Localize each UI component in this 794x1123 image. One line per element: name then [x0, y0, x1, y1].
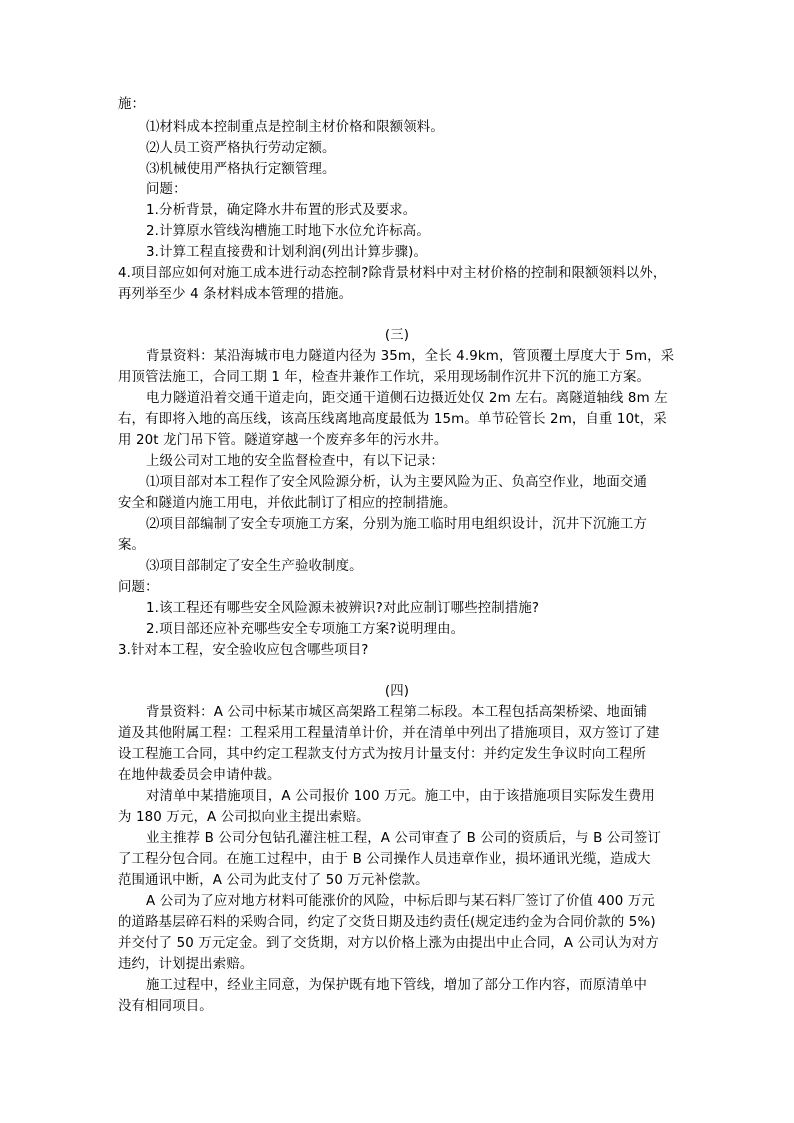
text-line: 背景资料：某沿海城市电力隧道内径为 35m，全长 4.9km，管顶覆土厚度大于 5m，采 — [146, 349, 675, 364]
text-line: ⑴项目部对本工程作了安全风险源分析，认为主要风险为正、负高空作业，地面交通 — [146, 475, 648, 490]
text-line: 施工过程中，经业主同意，为保护既有地下管线，增加了部分工作内容，而原清单中 — [146, 978, 648, 993]
text-line: 安全和隧道内施工用电，并依此制订了相应的控制措施。 — [118, 496, 457, 511]
text-line: 范围通讯中断，A 公司为此支付了 50 万元补偿款。 — [118, 873, 429, 888]
text-line: 违约，计划提出索赔。 — [118, 957, 254, 972]
text-line: 为 180 万元，A 公司拟向业主提出索赔。 — [118, 810, 370, 825]
text-line: 用顶管法施工，合同工期 1 年，检查井兼作工作坑，采用现场制作沉井下沉的施工方案。 — [118, 370, 651, 385]
text-line: ⑵项目部编制了安全专项施工方案，分别为施工临时用电组织设计，沉井下沉施工方 — [146, 517, 648, 532]
text-line: 案。 — [118, 538, 146, 553]
text-line: 背景资料：A 公司中标某市城区高架路工程第二标段。本工程包括高架桥梁、地面铺 — [146, 705, 648, 720]
text-line: 业主推荐 B 公司分包钻孔灌注桩工程，A 公司审查了 B 公司的资质后，与 B 公司签订 — [146, 831, 662, 846]
text-line: ⑶项目部制定了安全生产验收制度。 — [146, 559, 363, 574]
text-line: 道及其他附属工程：工程采用工程量清单计价，并在清单中列出了措施项目，双方签订了建 — [118, 726, 660, 741]
text-line: 并交付了 50 万元定金。到了交货期，对方以价格上涨为由提出中止合同，A 公司认为对方 — [118, 936, 659, 951]
question-line: 1.分析背景，确定降水井布置的形式及要求。 — [146, 203, 417, 218]
text-line: ⑴材料成本控制重点是控制主材价格和限额领料。 — [146, 120, 444, 135]
text-line: A 公司为了应对地方材料可能涨价的风险，中标后即与某石料厂签订了价值 400 万元 — [146, 894, 655, 909]
text-line: 设工程施工合同，其中约定工程款支付方式为按月计量支付：并约定发生争议时向工程所 — [118, 747, 647, 762]
text-line: 用 20t 龙门吊下管。隧道穿越一个废弃多年的污水井。 — [118, 433, 448, 448]
text-line: 的道路基层碎石料的采购合同，约定了交货日期及违约责任(规定违约金为合同价款的 5%) — [118, 915, 656, 930]
text-line: 问题： — [146, 182, 187, 197]
text-line: 了工程分包合同。在施工过程中，由于 B 公司操作人员违章作业，损坏通讯光缆，造成大 — [118, 852, 651, 867]
text-line: ⑶机械使用严格执行定额管理。 — [146, 162, 336, 177]
question-line: 4.项目部应如何对施工成本进行动态控制?除背景材料中对主材价格的控制和限额领料以外， — [118, 266, 667, 281]
text-line: 问题： — [118, 580, 159, 595]
text-line: 没有相同项目。 — [118, 999, 213, 1014]
text-line: 电力隧道沿着交通干道走向，距交通干道侧石边摄近处仅 2m 左右。离隧道轴线 8m 左 — [146, 391, 668, 406]
section-heading: (三) — [384, 328, 410, 343]
text-line: ⑵人员工资严格执行劳动定额。 — [146, 141, 336, 156]
text-line: 右，有即将入地的高压线，该高压线离地高度最低为 15m。单节砼管长 2m，自重 10t，采 — [118, 412, 667, 427]
question-line: 再列举至少 4 条材料成本管理的措施。 — [118, 287, 353, 302]
text-line: 施： — [118, 97, 146, 112]
question-line: 3.针对本工程，安全验收应包含哪些项目? — [118, 643, 369, 658]
text-line: 在地仲裁委员会申请仲裁。 — [118, 768, 281, 783]
question-line: 2.计算原水管线沟槽施工时地下水位允许标高。 — [146, 224, 430, 239]
question-line: 1.该工程还有哪些安全风险源未被辨识?对此应制订哪些控制措施? — [146, 601, 540, 616]
question-line: 3.计算工程直接费和计划利润(列出计算步骤)。 — [146, 245, 428, 260]
text-line: 对清单中某措施项目，A 公司报价 100 万元。施工中，由于该措施项目实际发生费用 — [146, 789, 655, 804]
text-line: 上级公司对工地的安全监督检查中，有以下记录： — [146, 454, 444, 469]
section-heading: (四) — [384, 684, 410, 699]
question-line: 2.项目部还应补充哪些安全专项施工方案?说明理由。 — [146, 622, 465, 637]
